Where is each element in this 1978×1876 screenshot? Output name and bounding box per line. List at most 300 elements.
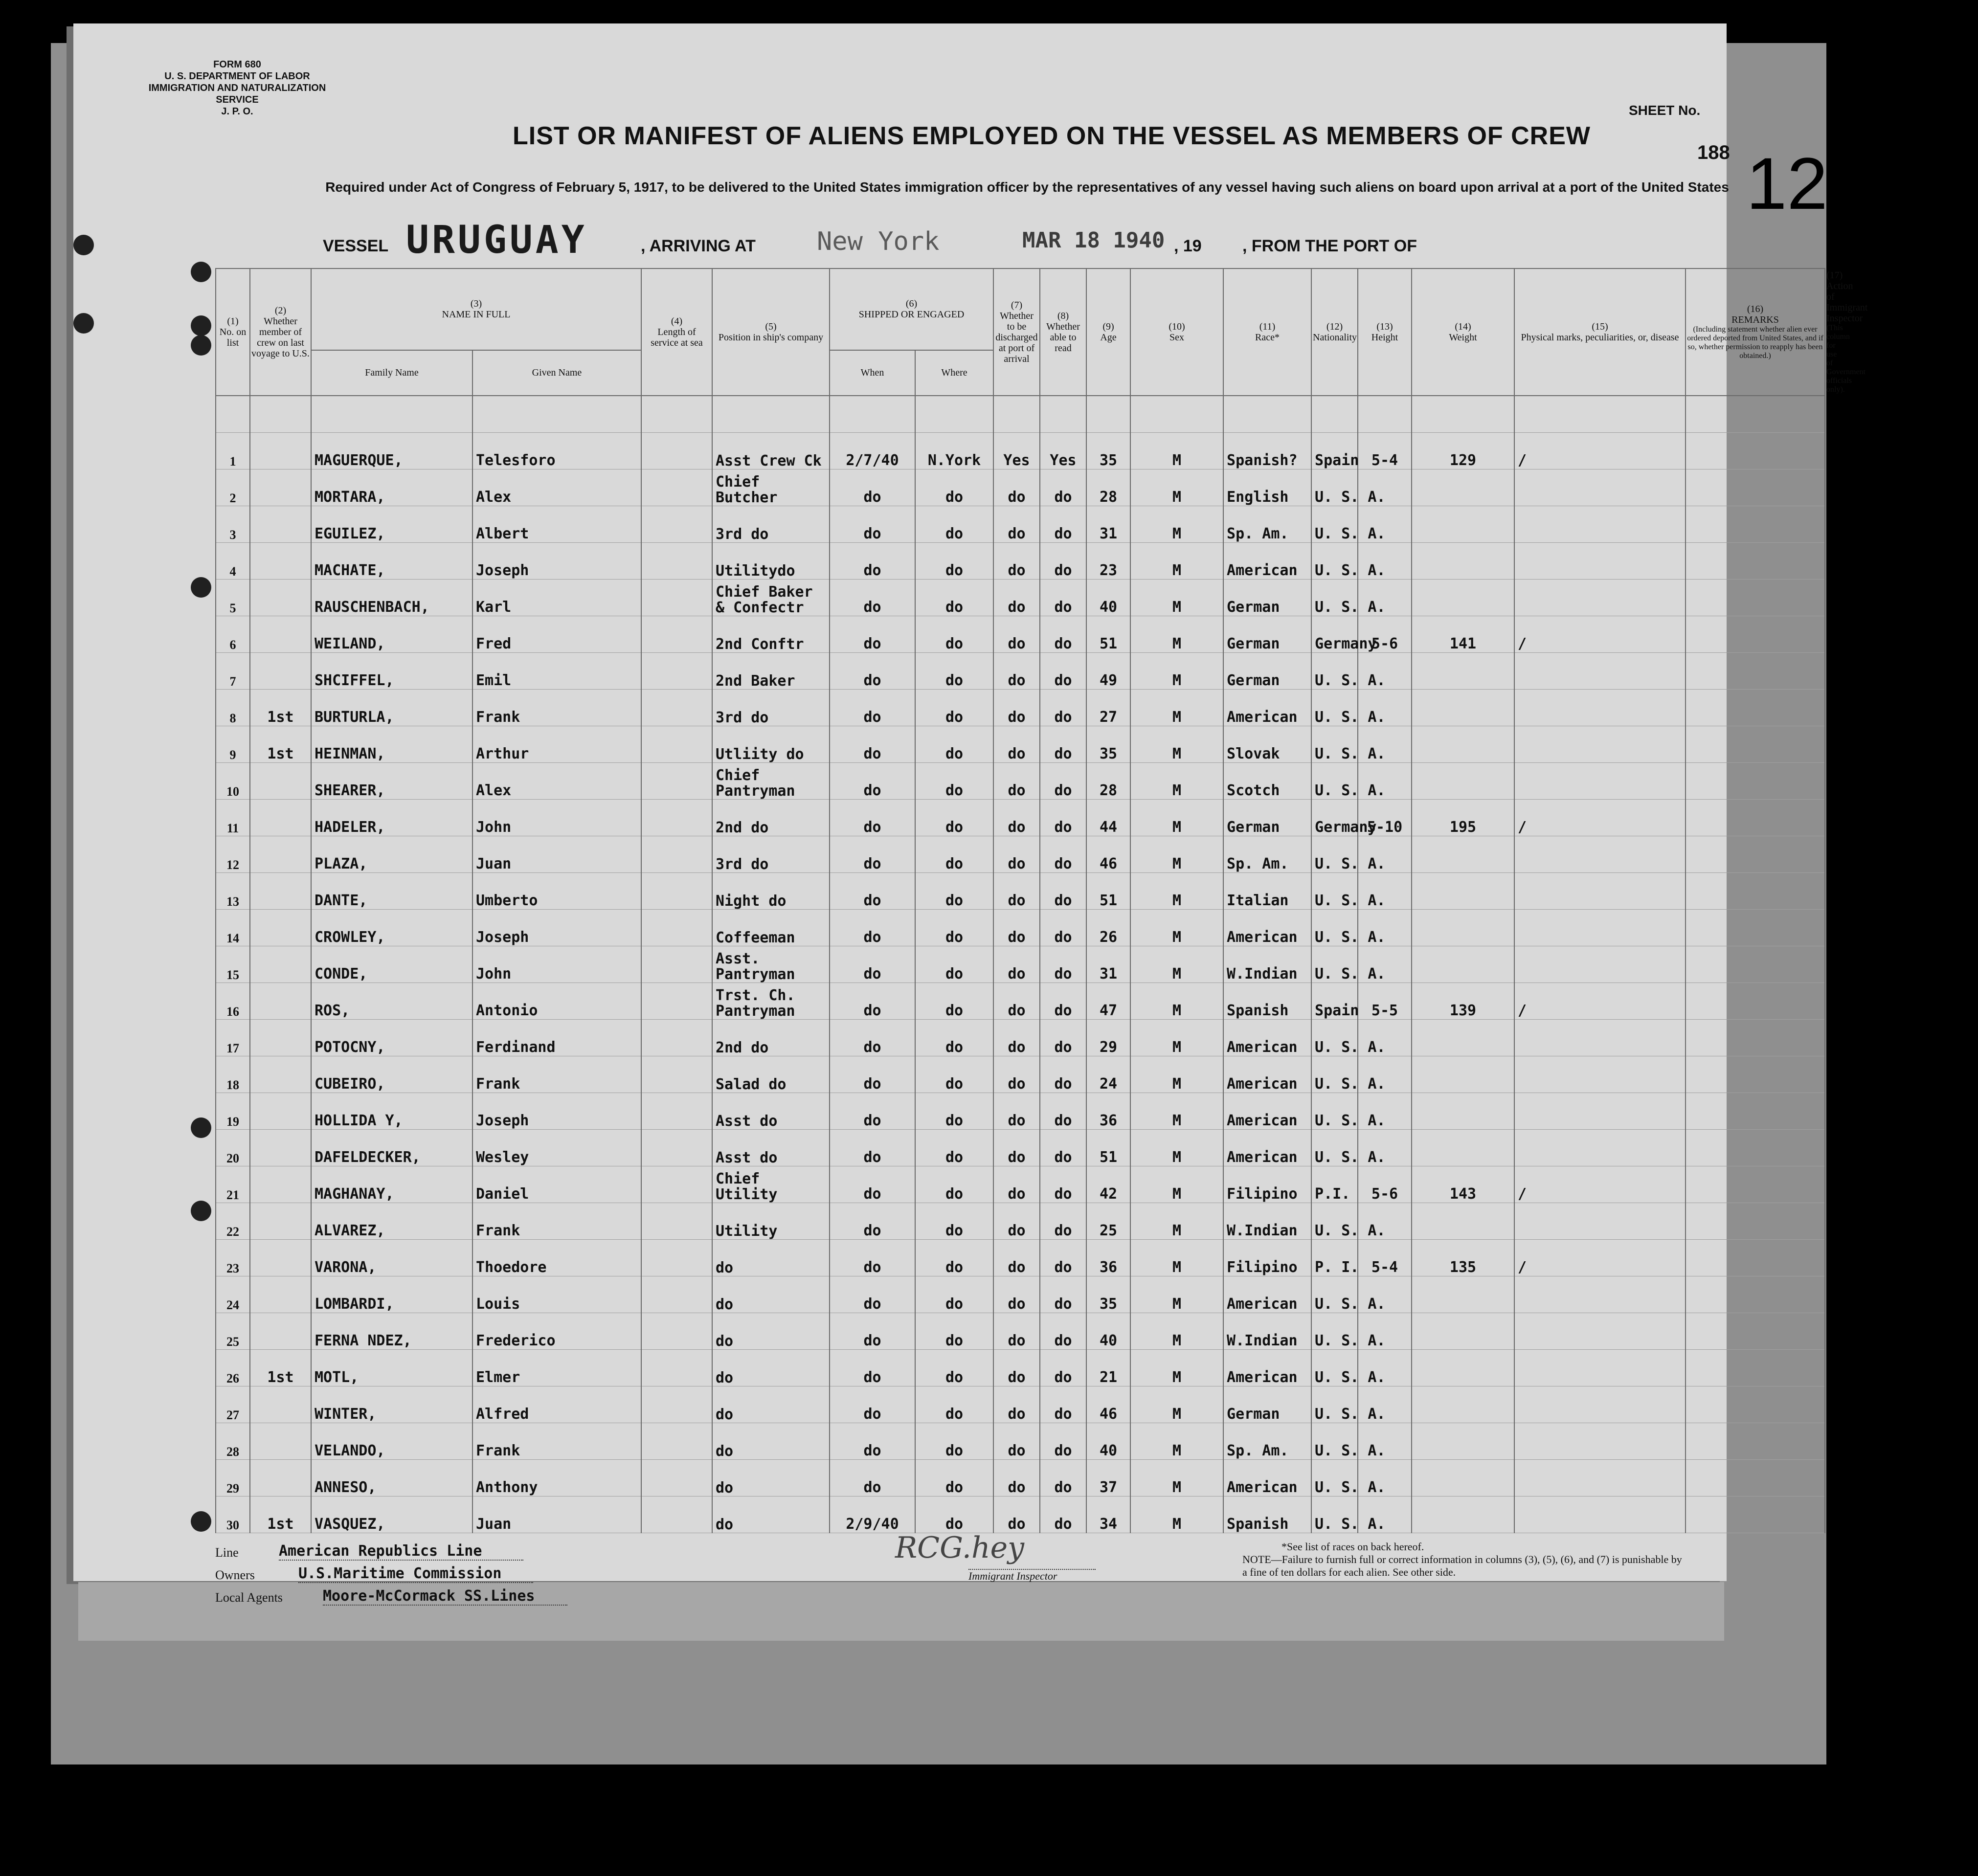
position-cell — [712, 1093, 830, 1130]
last-voyage-cell — [250, 469, 311, 506]
header-race: (11) Race* — [1223, 268, 1311, 396]
discharged-cell: do — [993, 1313, 1040, 1350]
nationality-cell: U. S. A. — [1311, 506, 1358, 543]
length-of-service-cell — [641, 800, 712, 836]
able-to-read-cell: do — [1040, 1460, 1086, 1496]
weight-cell — [1412, 580, 1514, 616]
physical-marks-cell — [1514, 1093, 1686, 1130]
able-to-read-cell: Yes — [1040, 433, 1086, 469]
age-cell: 40 — [1086, 1423, 1130, 1460]
shipped-when-cell: do — [830, 580, 915, 616]
shipped-where-cell: do — [915, 1313, 993, 1350]
age-cell: 29 — [1086, 1020, 1130, 1056]
weight-cell: 139 — [1412, 983, 1514, 1020]
weight-cell — [1412, 763, 1514, 800]
row-number: 10 — [216, 763, 250, 800]
race-cell: Slovak — [1223, 726, 1311, 763]
physical-marks-cell — [1514, 543, 1686, 580]
discharged-cell: do — [993, 800, 1040, 836]
able-to-read-cell: do — [1040, 800, 1086, 836]
shipped-when-cell: do — [830, 946, 915, 983]
sex-cell: M — [1130, 1423, 1223, 1460]
table-row — [216, 910, 1825, 946]
family-name-cell: DANTE, — [311, 873, 472, 910]
position-line-2: 2nd do — [716, 1039, 769, 1056]
remarks-cell — [1686, 1496, 1825, 1533]
position-line-2: do — [716, 1406, 734, 1423]
family-name-cell: LOMBARDI, — [311, 1276, 472, 1313]
position-line-2: 2nd Baker — [716, 672, 795, 690]
given-name-cell: Frank — [472, 690, 641, 726]
sex-cell: M — [1130, 1130, 1223, 1166]
discharged-cell: do — [993, 763, 1040, 800]
family-name-cell: MACHATE, — [311, 543, 472, 580]
sex-cell: M — [1130, 1020, 1223, 1056]
race-cell: German — [1223, 1386, 1311, 1423]
last-voyage-cell: 1st — [250, 1496, 311, 1533]
header-nationality: (12) Nationality — [1311, 268, 1358, 396]
age-cell: 31 — [1086, 946, 1130, 983]
remarks-cell — [1686, 1166, 1825, 1203]
remarks-cell — [1686, 1093, 1825, 1130]
shipped-when-cell: do — [830, 1166, 915, 1203]
sex-cell: M — [1130, 800, 1223, 836]
nationality-cell: U. S. A. — [1311, 873, 1358, 910]
shipped-where-cell: do — [915, 946, 993, 983]
last-voyage-cell: 1st — [250, 690, 311, 726]
discharged-cell: do — [993, 1203, 1040, 1240]
service-name: IMMIGRATION AND NATURALIZATION SERVICE — [148, 83, 326, 105]
race-cell: American — [1223, 1056, 1311, 1093]
nationality-cell: U. S. A. — [1311, 836, 1358, 873]
last-voyage-cell — [250, 1203, 311, 1240]
discharged-cell: do — [993, 1276, 1040, 1313]
race-cell: Spanish? — [1223, 433, 1311, 469]
sex-cell: M — [1130, 1386, 1223, 1423]
given-name-cell: Karl — [472, 580, 641, 616]
shipped-when-cell: do — [830, 1276, 915, 1313]
position-line-2: Salad do — [716, 1076, 787, 1093]
row-number: 4 — [216, 543, 250, 580]
nationality-cell: U. S. A. — [1311, 726, 1358, 763]
shipped-where-cell: do — [915, 763, 993, 800]
race-cell: W.Indian — [1223, 1203, 1311, 1240]
sex-cell: M — [1130, 543, 1223, 580]
family-name-cell: WINTER, — [311, 1386, 472, 1423]
nationality-cell: U. S. A. — [1311, 1056, 1358, 1093]
age-cell: 37 — [1086, 1460, 1130, 1496]
weight-cell — [1412, 873, 1514, 910]
table-spacer-row — [216, 396, 1825, 433]
nationality-cell: U. S. A. — [1311, 1093, 1358, 1130]
row-number: 12 — [216, 836, 250, 873]
family-name-cell: HEINMAN, — [311, 726, 472, 763]
weight-cell — [1412, 726, 1514, 763]
able-to-read-cell: do — [1040, 469, 1086, 506]
nationality-cell: U. S. A. — [1311, 1130, 1358, 1166]
page-mark: 12 — [1746, 142, 1828, 224]
discharged-cell: do — [993, 1020, 1040, 1056]
family-name-cell: RAUSCHENBACH, — [311, 580, 472, 616]
position-cell — [712, 1423, 830, 1460]
able-to-read-cell: do — [1040, 836, 1086, 873]
table-row — [216, 873, 1825, 910]
weight-cell — [1412, 1130, 1514, 1166]
given-name-cell: Juan — [472, 1496, 641, 1533]
weight-cell: 135 — [1412, 1240, 1514, 1276]
shipped-when-cell: do — [830, 873, 915, 910]
position-line-2: Pantryman — [716, 782, 795, 800]
remarks-cell — [1686, 653, 1825, 690]
race-cell: German — [1223, 616, 1311, 653]
remarks-cell — [1686, 1350, 1825, 1386]
race-cell: American — [1223, 543, 1311, 580]
table-row — [216, 506, 1825, 543]
last-voyage-cell — [250, 1056, 311, 1093]
discharged-cell: do — [993, 690, 1040, 726]
header-no-on-list: (1) No. on list — [216, 268, 250, 396]
shipped-where-cell: do — [915, 1056, 993, 1093]
table-row — [216, 1423, 1825, 1460]
position-line-2: Asst do — [716, 1149, 778, 1166]
shipped-where-cell: do — [915, 726, 993, 763]
remarks-cell — [1686, 1130, 1825, 1166]
discharged-cell: do — [993, 1350, 1040, 1386]
nationality-cell: P.I. — [1311, 1166, 1358, 1203]
able-to-read-cell: do — [1040, 1203, 1086, 1240]
position-cell — [712, 1350, 830, 1386]
discharged-cell: do — [993, 506, 1040, 543]
family-name-cell: HOLLIDA Y, — [311, 1093, 472, 1130]
race-cell: American — [1223, 910, 1311, 946]
race-note: *See list of races on back hereof. — [1281, 1541, 1424, 1553]
table-row — [216, 726, 1825, 763]
sex-cell: M — [1130, 1056, 1223, 1093]
position-line-1: Chief — [716, 767, 760, 784]
length-of-service-cell — [641, 506, 712, 543]
physical-marks-cell — [1514, 763, 1686, 800]
height-cell: 5-6 — [1358, 616, 1412, 653]
shipped-where-cell: do — [915, 506, 993, 543]
shipped-where-cell: do — [915, 800, 993, 836]
manifest-title: LIST OR MANIFEST OF ALIENS EMPLOYED ON THE VESSEL AS MEMBERS OF CREW — [513, 122, 1591, 150]
able-to-read-cell: do — [1040, 1350, 1086, 1386]
family-name-cell: CROWLEY, — [311, 910, 472, 946]
discharged-cell: do — [993, 1093, 1040, 1130]
header-shipped-or-engaged: (6) SHIPPED OR ENGAGED — [830, 268, 993, 350]
race-cell: Spanish — [1223, 1496, 1311, 1533]
immigrant-inspector-label: Immigrant Inspector — [968, 1569, 1096, 1583]
row-number: 30 — [216, 1496, 250, 1533]
physical-marks-cell: / — [1514, 1166, 1686, 1203]
shipped-where-cell: do — [915, 1130, 993, 1166]
length-of-service-cell — [641, 580, 712, 616]
able-to-read-cell: do — [1040, 873, 1086, 910]
able-to-read-cell: do — [1040, 1093, 1086, 1130]
owners-label: Owners — [215, 1568, 255, 1582]
given-name-cell: Joseph — [472, 910, 641, 946]
nationality-cell: Spain — [1311, 983, 1358, 1020]
able-to-read-cell: do — [1040, 946, 1086, 983]
sex-cell: M — [1130, 1350, 1223, 1386]
shipped-when-cell: do — [830, 1240, 915, 1276]
discharged-cell: do — [993, 1166, 1040, 1203]
given-name-cell: Daniel — [472, 1166, 641, 1203]
header-height: (13) Height — [1358, 268, 1412, 396]
given-name-cell: Telesforo — [472, 433, 641, 469]
remarks-cell — [1686, 580, 1825, 616]
remarks-cell — [1686, 1240, 1825, 1276]
nationality-cell: Spain — [1311, 433, 1358, 469]
header-last-voyage: (2) Whether member of crew on last voyage to U.S. — [250, 268, 311, 396]
position-cell — [712, 800, 830, 836]
last-voyage-cell — [250, 763, 311, 800]
length-of-service-cell — [641, 983, 712, 1020]
age-cell: 51 — [1086, 873, 1130, 910]
family-name-cell: ANNESO, — [311, 1460, 472, 1496]
last-voyage-cell — [250, 1460, 311, 1496]
length-of-service-cell — [641, 469, 712, 506]
given-name-cell: Elmer — [472, 1350, 641, 1386]
sex-cell: M — [1130, 469, 1223, 506]
sex-cell: M — [1130, 1276, 1223, 1313]
row-number: 21 — [216, 1166, 250, 1203]
position-cell — [712, 1240, 830, 1276]
line-label: Line — [215, 1545, 239, 1560]
length-of-service-cell — [641, 1350, 712, 1386]
local-agents-label: Local Agents — [215, 1590, 283, 1605]
sex-cell: M — [1130, 580, 1223, 616]
family-name-cell: SHCIFFEL, — [311, 653, 472, 690]
shipped-where-cell: do — [915, 1386, 993, 1423]
table-row — [216, 580, 1825, 616]
discharged-cell: do — [993, 1056, 1040, 1093]
weight-cell — [1412, 1276, 1514, 1313]
discharged-cell: do — [993, 1130, 1040, 1166]
age-cell: 36 — [1086, 1240, 1130, 1276]
length-of-service-cell — [641, 873, 712, 910]
last-voyage-cell — [250, 616, 311, 653]
nationality-cell: U. S. A. — [1311, 1423, 1358, 1460]
able-to-read-cell: do — [1040, 1020, 1086, 1056]
table-row — [216, 1166, 1825, 1203]
shipped-when-cell: do — [830, 726, 915, 763]
binder-hole-icon — [191, 577, 211, 598]
position-line-2: 2nd do — [716, 819, 769, 836]
table-row — [216, 800, 1825, 836]
table-row — [216, 1276, 1825, 1313]
sex-cell: M — [1130, 653, 1223, 690]
position-line-2: do — [716, 1369, 734, 1386]
weight-cell — [1412, 1056, 1514, 1093]
length-of-service-cell — [641, 763, 712, 800]
position-line-2: Asst do — [716, 1113, 778, 1130]
shipped-where-cell: do — [915, 1020, 993, 1056]
arriving-port: New York — [817, 227, 940, 256]
length-of-service-cell — [641, 1056, 712, 1093]
last-voyage-cell — [250, 433, 311, 469]
position-line-2: Utility — [716, 1223, 778, 1240]
position-cell — [712, 433, 830, 469]
discharged-cell: do — [993, 580, 1040, 616]
family-name-cell: DAFELDECKER, — [311, 1130, 472, 1166]
given-name-cell: Alex — [472, 763, 641, 800]
row-number: 23 — [216, 1240, 250, 1276]
weight-cell — [1412, 1020, 1514, 1056]
age-cell: 36 — [1086, 1093, 1130, 1130]
weight-cell — [1412, 543, 1514, 580]
position-line-1: Chief Baker — [716, 583, 813, 601]
length-of-service-cell — [641, 1166, 712, 1203]
table-row — [216, 1203, 1825, 1240]
last-voyage-cell — [250, 506, 311, 543]
given-name-cell: Frederico — [472, 1313, 641, 1350]
shipped-when-cell: do — [830, 1460, 915, 1496]
position-cell — [712, 873, 830, 910]
shipped-where-cell: N.York — [915, 433, 993, 469]
sex-cell: M — [1130, 983, 1223, 1020]
discharged-cell: do — [993, 1240, 1040, 1276]
race-cell: American — [1223, 1130, 1311, 1166]
race-cell: Italian — [1223, 873, 1311, 910]
physical-marks-cell — [1514, 1386, 1686, 1423]
discharged-cell: do — [993, 469, 1040, 506]
remarks-cell — [1686, 873, 1825, 910]
table-row — [216, 1240, 1825, 1276]
shipped-when-cell: do — [830, 1350, 915, 1386]
position-cell — [712, 469, 830, 506]
race-cell: Filipino — [1223, 1166, 1311, 1203]
weight-cell: 195 — [1412, 800, 1514, 836]
shipped-when-cell: do — [830, 1313, 915, 1350]
row-number: 27 — [216, 1386, 250, 1423]
position-cell — [712, 1386, 830, 1423]
header-where: Where — [915, 350, 993, 396]
table-row — [216, 653, 1825, 690]
weight-cell — [1412, 1093, 1514, 1130]
race-cell: W.Indian — [1223, 1313, 1311, 1350]
age-cell: 25 — [1086, 1203, 1130, 1240]
last-voyage-cell — [250, 946, 311, 983]
given-name-cell: Alfred — [472, 1386, 641, 1423]
nationality-cell: U. S. A. — [1311, 910, 1358, 946]
remarks-cell — [1686, 1313, 1825, 1350]
family-name-cell: CUBEIRO, — [311, 1056, 472, 1093]
vessel-name: URUGUAY — [406, 218, 587, 262]
local-agents-value: Moore-McCormack SS.Lines — [323, 1587, 567, 1606]
family-name-cell: MAGHANAY, — [311, 1166, 472, 1203]
remarks-cell — [1686, 506, 1825, 543]
able-to-read-cell: do — [1040, 506, 1086, 543]
remarks-cell — [1686, 469, 1825, 506]
family-name-cell: ALVAREZ, — [311, 1203, 472, 1240]
table-row — [216, 469, 1825, 506]
race-cell: Filipino — [1223, 1240, 1311, 1276]
shipped-when-cell: do — [830, 836, 915, 873]
position-cell — [712, 616, 830, 653]
remarks-cell — [1686, 800, 1825, 836]
last-voyage-cell — [250, 1423, 311, 1460]
able-to-read-cell: do — [1040, 616, 1086, 653]
physical-marks-cell — [1514, 873, 1686, 910]
length-of-service-cell — [641, 1423, 712, 1460]
physical-marks-cell: / — [1514, 433, 1686, 469]
discharged-cell: do — [993, 946, 1040, 983]
position-line-2: & Confectr — [716, 599, 804, 616]
table-row — [216, 690, 1825, 726]
table-row — [216, 763, 1825, 800]
position-line-2: Asst Crew Ck — [716, 452, 822, 469]
weight-cell — [1412, 1203, 1514, 1240]
able-to-read-cell: do — [1040, 1423, 1086, 1460]
position-cell — [712, 836, 830, 873]
age-cell: 42 — [1086, 1166, 1130, 1203]
position-line-1: Chief — [716, 1170, 760, 1187]
age-cell: 21 — [1086, 1350, 1130, 1386]
age-cell: 28 — [1086, 763, 1130, 800]
family-name-cell: FERNA NDEZ, — [311, 1313, 472, 1350]
given-name-cell: Frank — [472, 1056, 641, 1093]
last-voyage-cell — [250, 580, 311, 616]
race-cell: Sp. Am. — [1223, 1423, 1311, 1460]
last-voyage-cell — [250, 836, 311, 873]
position-cell — [712, 1496, 830, 1533]
age-cell: 27 — [1086, 690, 1130, 726]
length-of-service-cell — [641, 616, 712, 653]
sex-cell: M — [1130, 910, 1223, 946]
weight-cell — [1412, 469, 1514, 506]
discharged-cell: do — [993, 1423, 1040, 1460]
weight-cell — [1412, 946, 1514, 983]
shipped-when-cell: do — [830, 1386, 915, 1423]
physical-marks-cell — [1514, 946, 1686, 983]
weight-cell — [1412, 1496, 1514, 1533]
able-to-read-cell: do — [1040, 1496, 1086, 1533]
sex-cell: M — [1130, 506, 1223, 543]
shipped-where-cell: do — [915, 1203, 993, 1240]
nationality-cell: U. S. A. — [1311, 1496, 1358, 1533]
physical-marks-cell — [1514, 1056, 1686, 1093]
height-cell: 5-5 — [1358, 983, 1412, 1020]
binder-hole-icon — [191, 315, 211, 336]
family-name-cell: MOTL, — [311, 1350, 472, 1386]
position-line-2: 3rd do — [716, 856, 769, 873]
able-to-read-cell: do — [1040, 1386, 1086, 1423]
discharged-cell: do — [993, 1460, 1040, 1496]
physical-marks-cell — [1514, 1313, 1686, 1350]
age-cell: 49 — [1086, 653, 1130, 690]
race-cell: American — [1223, 690, 1311, 726]
weight-cell — [1412, 1313, 1514, 1350]
position-line-1: Asst. — [716, 950, 760, 967]
position-cell — [712, 1460, 830, 1496]
table-row — [216, 983, 1825, 1020]
shipped-where-cell: do — [915, 1460, 993, 1496]
crew-rows — [216, 396, 1825, 1533]
able-to-read-cell: do — [1040, 726, 1086, 763]
position-cell — [712, 910, 830, 946]
table-row — [216, 1093, 1825, 1130]
length-of-service-cell — [641, 1240, 712, 1276]
length-of-service-cell — [641, 1020, 712, 1056]
row-number: 28 — [216, 1423, 250, 1460]
position-line-2: do — [716, 1296, 734, 1313]
physical-marks-cell — [1514, 910, 1686, 946]
able-to-read-cell: do — [1040, 653, 1086, 690]
physical-marks-cell — [1514, 726, 1686, 763]
physical-marks-cell: / — [1514, 800, 1686, 836]
last-voyage-cell — [250, 873, 311, 910]
